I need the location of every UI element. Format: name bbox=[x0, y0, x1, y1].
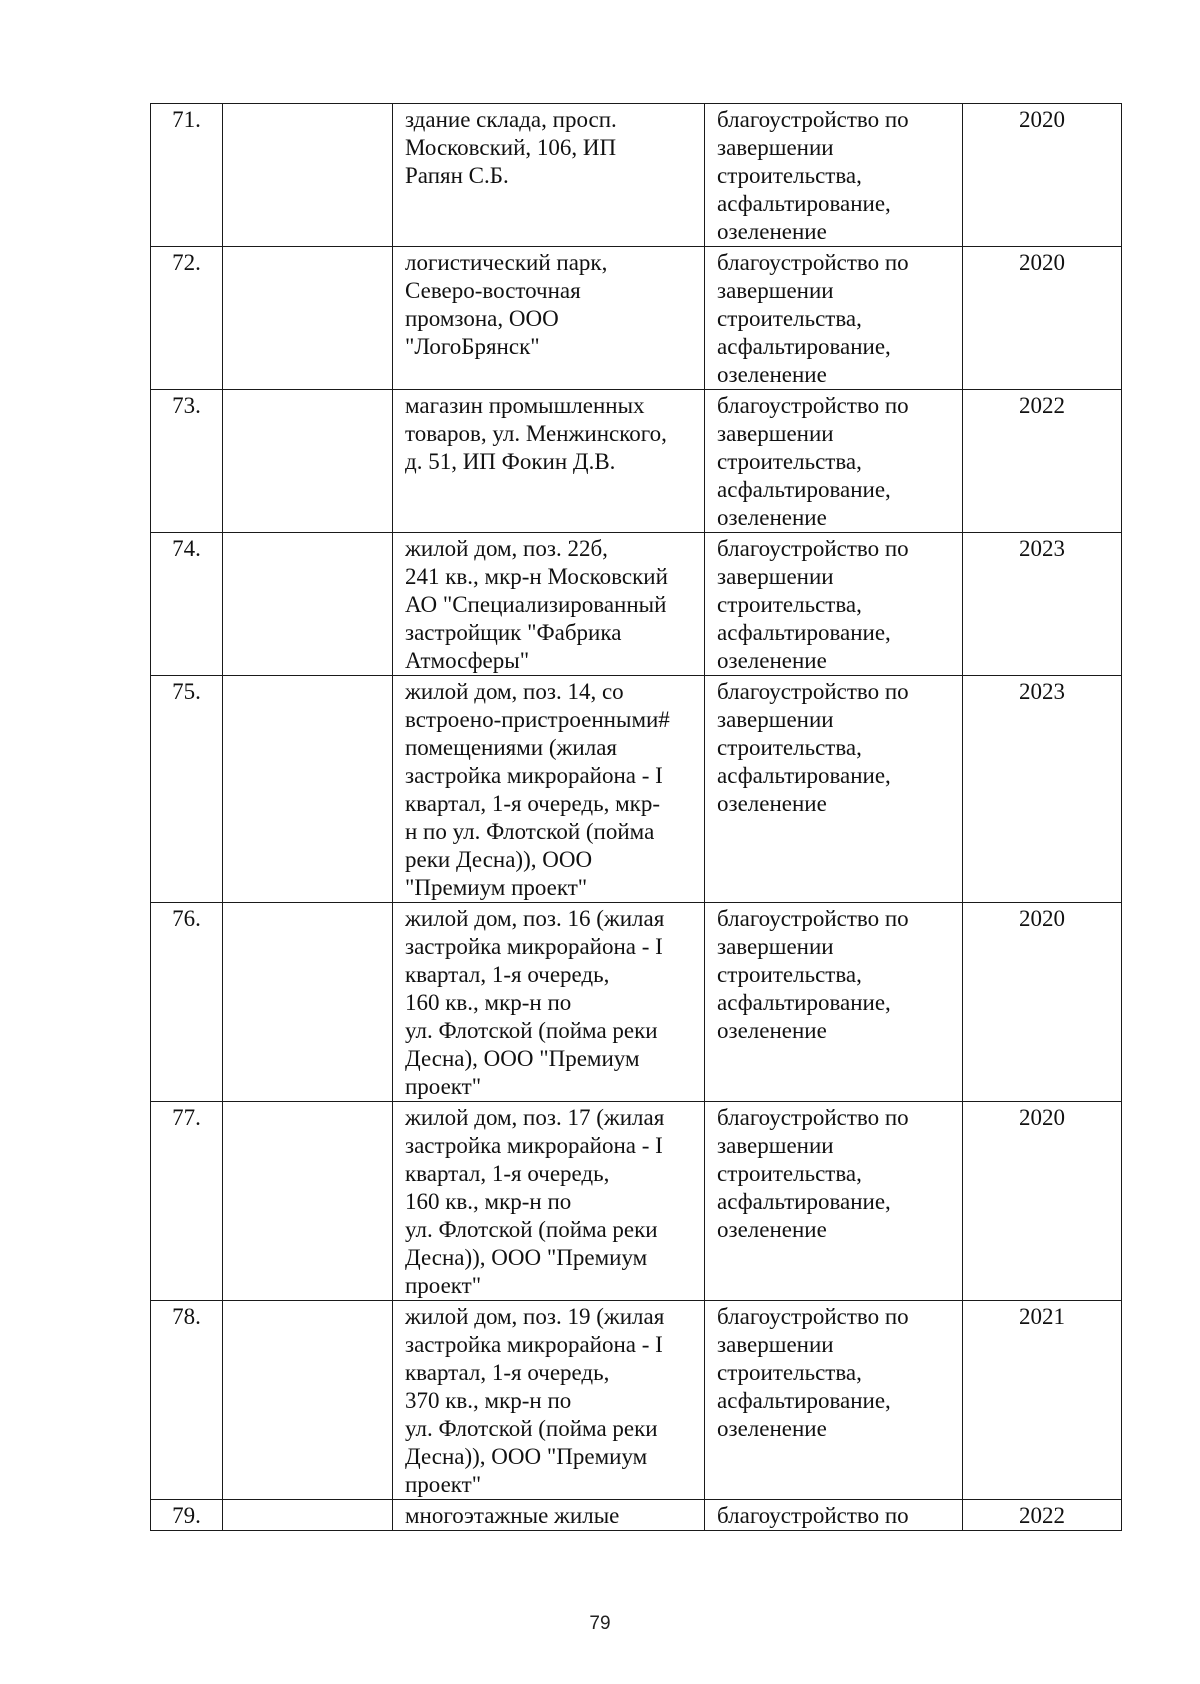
table-row bbox=[151, 1102, 1122, 1301]
object-description: жилой дом, поз. 19 (жилая застройка микрорайона - I квартал, 1-я очередь, 370 кв., мкр-н по ул. Флотской (пойма реки Десна)), ООО "Премиум проект" bbox=[405, 1304, 665, 1497]
completion-year: 2021 bbox=[1019, 1304, 1065, 1329]
completion-year: 2022 bbox=[1019, 1503, 1065, 1528]
object-description: многоэтажные жилые bbox=[405, 1503, 620, 1528]
table-row bbox=[151, 676, 1122, 903]
works-description: благоустройство по завершении строительства, асфальтирование, озеленение bbox=[717, 679, 909, 816]
object-description: здание склада, просп. Московский, 106, ИП Рапян С.Б. bbox=[405, 107, 617, 188]
works-description: благоустройство по завершении строительства, асфальтирование, озеленение bbox=[717, 393, 909, 530]
row-number: 77. bbox=[151, 1102, 223, 1301]
works-description: благоустройство по завершении строительства, асфальтирование, озеленение bbox=[717, 107, 909, 244]
row-number: 75. bbox=[151, 676, 223, 903]
object-description: жилой дом, поз. 22б, 241 кв., мкр-н Московский АО "Специализированный застройщик "Фабрика Атмосферы" bbox=[405, 536, 668, 673]
empty-cell bbox=[223, 533, 393, 676]
completion-year: 2020 bbox=[1019, 1105, 1065, 1130]
empty-cell bbox=[223, 247, 393, 390]
table-row bbox=[151, 1500, 1122, 1531]
works-description: благоустройство по завершении строительства, асфальтирование, озеленение bbox=[717, 536, 909, 673]
empty-cell bbox=[223, 1500, 393, 1531]
works-description: благоустройство по завершении строительства, асфальтирование, озеленение bbox=[717, 250, 909, 387]
object-description: жилой дом, поз. 14, со встроено-пристроенными# помещениями (жилая застройка микрорайона - I квартал, 1-я очередь, мкр- н по ул. Флотской (пойма реки Десна)), ООО "Премиум проект" bbox=[405, 679, 670, 900]
row-number: 78. bbox=[151, 1301, 223, 1500]
object-description: магазин промышленных товаров, ул. Менжинского, д. 51, ИП Фокин Д.В. bbox=[405, 393, 667, 474]
completion-year: 2020 bbox=[1019, 906, 1065, 931]
works-description: благоустройство по завершении строительства, асфальтирование, озеленение bbox=[717, 1105, 909, 1242]
empty-cell bbox=[223, 1102, 393, 1301]
completion-year: 2023 bbox=[1019, 679, 1065, 704]
table-row bbox=[151, 533, 1122, 676]
works-description: благоустройство по bbox=[717, 1503, 909, 1528]
completion-year: 2022 bbox=[1019, 393, 1065, 418]
empty-cell bbox=[223, 1301, 393, 1500]
works-description: благоустройство по завершении строительства, асфальтирование, озеленение bbox=[717, 906, 909, 1043]
empty-cell bbox=[223, 104, 393, 247]
row-number: 74. bbox=[151, 533, 223, 676]
table-row bbox=[151, 104, 1122, 247]
object-description: жилой дом, поз. 16 (жилая застройка микрорайона - I квартал, 1-я очередь, 160 кв., мкр-н по ул. Флотской (пойма реки Десна), ООО "Премиум проект" bbox=[405, 906, 665, 1099]
table-row bbox=[151, 1301, 1122, 1500]
row-number: 71. bbox=[151, 104, 223, 247]
works-table bbox=[150, 103, 1122, 1531]
row-number: 72. bbox=[151, 247, 223, 390]
page-number: 79 bbox=[589, 1613, 611, 1634]
table-row bbox=[151, 390, 1122, 533]
empty-cell bbox=[223, 390, 393, 533]
object-description: жилой дом, поз. 17 (жилая застройка микрорайона - I квартал, 1-я очередь, 160 кв., мкр-н по ул. Флотской (пойма реки Десна)), ООО "Премиум проект" bbox=[405, 1105, 665, 1298]
empty-cell bbox=[223, 903, 393, 1102]
row-number: 79. bbox=[151, 1500, 223, 1531]
row-number: 73. bbox=[151, 390, 223, 533]
row-number: 76. bbox=[151, 903, 223, 1102]
table-row bbox=[151, 247, 1122, 390]
object-description: логистический парк, Северо-восточная промзона, ООО "ЛогоБрянск" bbox=[405, 250, 608, 359]
completion-year: 2020 bbox=[1019, 107, 1065, 132]
empty-cell bbox=[223, 676, 393, 903]
completion-year: 2020 bbox=[1019, 250, 1065, 275]
table-row bbox=[151, 903, 1122, 1102]
completion-year: 2023 bbox=[1019, 536, 1065, 561]
works-description: благоустройство по завершении строительства, асфальтирование, озеленение bbox=[717, 1304, 909, 1441]
